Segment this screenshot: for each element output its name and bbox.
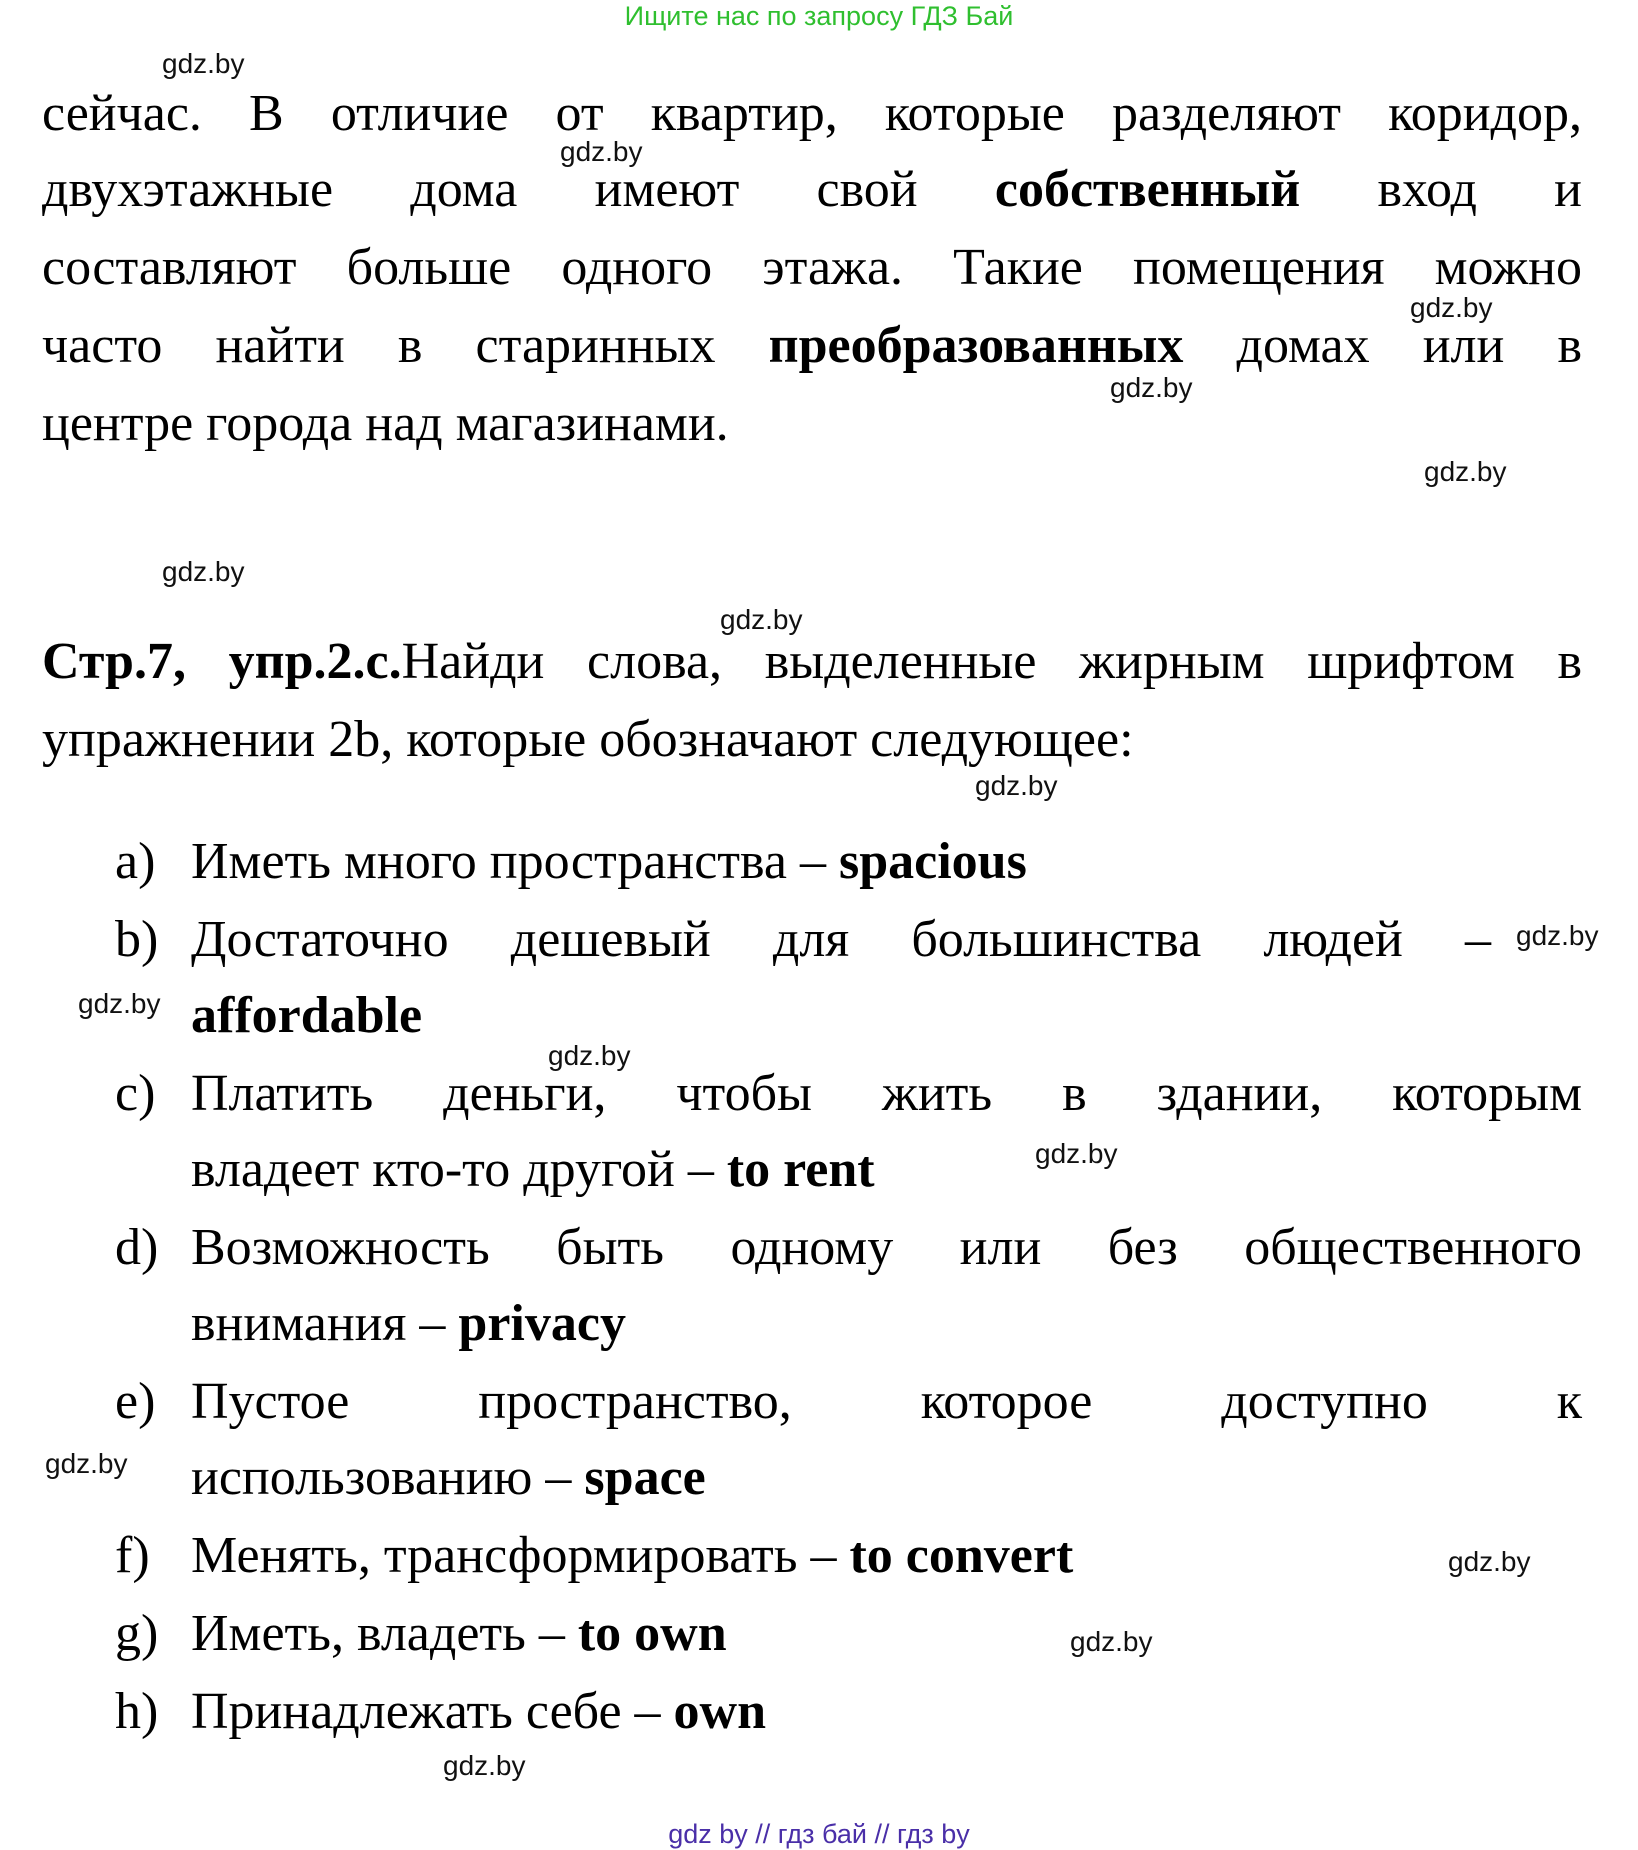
task-line-2: упражнении 2b, которые обозначают следующее: <box>42 711 1134 768</box>
task-line-1 <box>42 632 1582 692</box>
watermark: gdz.by <box>1070 1626 1153 1657</box>
text-fragment: домах или в <box>1236 317 1583 374</box>
paragraph-line-4 <box>42 316 1582 376</box>
task-text: Найди слова, выделенные жирным шрифтом в <box>401 633 1583 690</box>
item-c-line-1: Платить деньги, чтобы жить в здании, которым <box>191 1065 1582 1122</box>
bold-term: собственный <box>994 161 1301 218</box>
item-d-line-1: Возможность быть одному или без общественного <box>191 1219 1582 1276</box>
item-d-line-2 <box>191 1294 1582 1354</box>
watermark: gdz.by <box>1410 292 1493 323</box>
item-text: Иметь, владеть – <box>191 1605 578 1662</box>
item-answer: affordable <box>191 987 423 1044</box>
item-text: Менять, трансформировать – <box>191 1527 850 1584</box>
item-letter: h) <box>115 1683 159 1740</box>
item-answer: to rent <box>726 1141 875 1198</box>
text-fragment: часто найти в старинных <box>42 317 716 374</box>
watermark: gdz.by <box>720 604 803 635</box>
watermark: gdz.by <box>1035 1138 1118 1169</box>
watermark: gdz.by <box>1516 920 1599 951</box>
item-letter: b) <box>115 911 159 968</box>
item-letter: c) <box>115 1065 156 1122</box>
item-c-line-2 <box>191 1140 1582 1200</box>
watermark: gdz.by <box>162 48 245 79</box>
item-letter: d) <box>115 1219 159 1276</box>
item-text: владеет кто-то другой – <box>191 1141 727 1198</box>
watermark: gdz.by <box>1424 456 1507 487</box>
watermark: gdz.by <box>443 1750 526 1781</box>
item-answer: spacious <box>838 833 1027 890</box>
item-e-line-2 <box>191 1448 1582 1508</box>
task-heading: Стр.7, упр.2.с. <box>42 633 402 690</box>
item-g <box>191 1604 1582 1664</box>
item-text: Принадлежать себе – <box>191 1683 674 1740</box>
item-answer: own <box>673 1683 767 1740</box>
paragraph-line-2 <box>42 160 1582 220</box>
watermark: gdz.by <box>975 770 1058 801</box>
watermark: gdz.by <box>45 1448 128 1479</box>
bottom-banner: gdz by // гдз бай // гдз by <box>668 1819 970 1849</box>
item-h <box>191 1682 1582 1742</box>
bold-term: преобразованных <box>768 317 1184 374</box>
item-b-line-1: Достаточно дешевый для большинства людей – <box>191 911 1491 968</box>
item-text: Иметь много пространства – <box>191 833 839 890</box>
text-fragment: вход и <box>1377 161 1583 218</box>
item-text: внимания – <box>191 1295 459 1352</box>
paragraph-line-1: сейчас. В отличие от квартир, которые разделяют коридор, <box>42 85 1582 142</box>
watermark: gdz.by <box>560 136 643 167</box>
watermark: gdz.by <box>548 1040 631 1071</box>
item-letter: g) <box>115 1605 159 1662</box>
item-e-line-1: Пустое пространство, которое доступно к <box>191 1373 1582 1430</box>
watermark: gdz.by <box>78 988 161 1019</box>
watermark: gdz.by <box>1448 1546 1531 1577</box>
item-letter: e) <box>115 1373 156 1430</box>
item-text: использованию – <box>191 1449 585 1506</box>
item-a <box>191 832 1582 892</box>
watermark: gdz.by <box>162 556 245 587</box>
item-f <box>191 1526 1582 1586</box>
paragraph-line-5: центре города над магазинами. <box>42 395 729 452</box>
item-answer: space <box>584 1449 706 1506</box>
top-banner: Ищите нас по запросу ГДЗ Бай <box>624 1 1014 31</box>
item-letter: a) <box>115 833 156 890</box>
item-letter: f) <box>115 1527 150 1584</box>
item-b-line-2 <box>191 986 1582 1046</box>
item-answer: to convert <box>849 1527 1074 1584</box>
paragraph-line-3: составляют больше одного этажа. Такие помещения можно <box>42 239 1582 296</box>
text-fragment: двухэтажные дома имеют свой <box>42 161 918 218</box>
item-answer: privacy <box>458 1295 626 1352</box>
item-answer: to own <box>577 1605 727 1662</box>
watermark: gdz.by <box>1110 372 1193 403</box>
